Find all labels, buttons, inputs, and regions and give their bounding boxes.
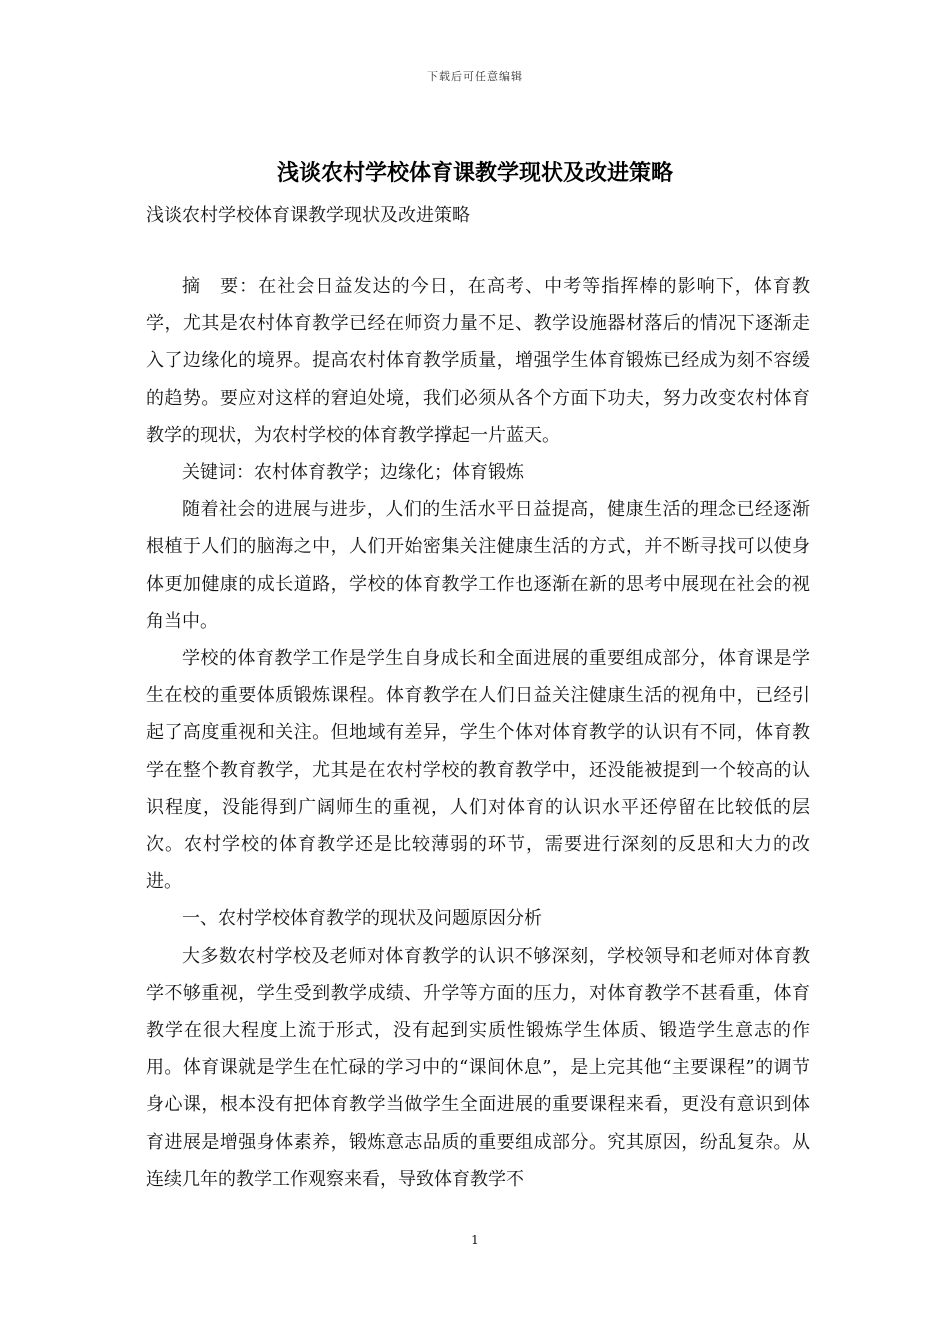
header-note: 下载后可任意编辑 — [427, 70, 523, 83]
document-subtitle: 浅谈农村学校体育课教学现状及改进策略 — [146, 205, 470, 226]
page-number: 1 — [471, 1233, 479, 1247]
document-body — [146, 268, 810, 1198]
abstract-paragraph: 摘 要：在社会日益发达的今日，在高考、中考等指挥棒的影响下，体育教学，尤其是农村体育教学已经在师资力量不足、教学设施器材落后的情况下逐渐走入了边缘化的境界。提高农村体育教学质量，增强学生体育锻炼已经成为刻不容缓的趋势。要应对这样的窘迫处境，我们必须从各个方面下功夫，努力改变农村体育教学的现状，为农村学校的体育教学撑起一片蓝天。 — [146, 276, 810, 446]
document-title: 浅谈农村学校体育课教学现状及改进策略 — [276, 160, 673, 186]
body-paragraph: 随着社会的进展与进步，人们的生活水平日益提高，健康生活的理念已经逐渐根植于人们的脑海之中，人们开始密集关注健康生活的方式，并不断寻找可以使身体更加健康的成长道路，学校的体育教学工作也逐渐在新的思考中展现在社会的视角当中。 — [146, 499, 810, 632]
keywords-paragraph: 关键词：农村体育教学；边缘化；体育锻炼 — [182, 462, 524, 484]
body-paragraph: 大多数农村学校及老师对体育教学的认识不够深刻，学校领导和老师对体育教学不够重视，学生受到教学成绩、升学等方面的压力，对体育教学不甚看重，体育教学在很大程度上流于形式，没有起到实质性锻炼学生体质、锻造学生意志的作用。体育课就是学生在忙碌的学习中的“课间休息”，是上完其他“主要课程”的调节身心课，根本没有把体育教学当做学生全面进展的重要课程来看，更没有意识到体育进展是增强身体素养，锻炼意志品质的重要组成部分。究其原因，纷乱复杂。从连续几年的教学工作观察来看，导致体育教学不 — [146, 945, 810, 1190]
body-paragraph: 学校的体育教学工作是学生自身成长和全面进展的重要组成部分，体育课是学生在校的重要体质锻炼课程。体育教学在人们日益关注健康生活的视角中，已经引起了高度重视和关注。但地域有差异，学生个体对体育教学的认识有不同，体育教学在整个教育教学，尤其是在农村学校的教育教学中，还没能被提到一个较高的认识程度，没能得到广阔师生的重视，人们对体育的认识水平还停留在比较低的层次。农村学校的体育教学还是比较薄弱的环节，需要进行深刻的反思和大力的改进。 — [146, 648, 810, 893]
section-heading: 一、农村学校体育教学的现状及问题原因分析 — [182, 908, 542, 930]
